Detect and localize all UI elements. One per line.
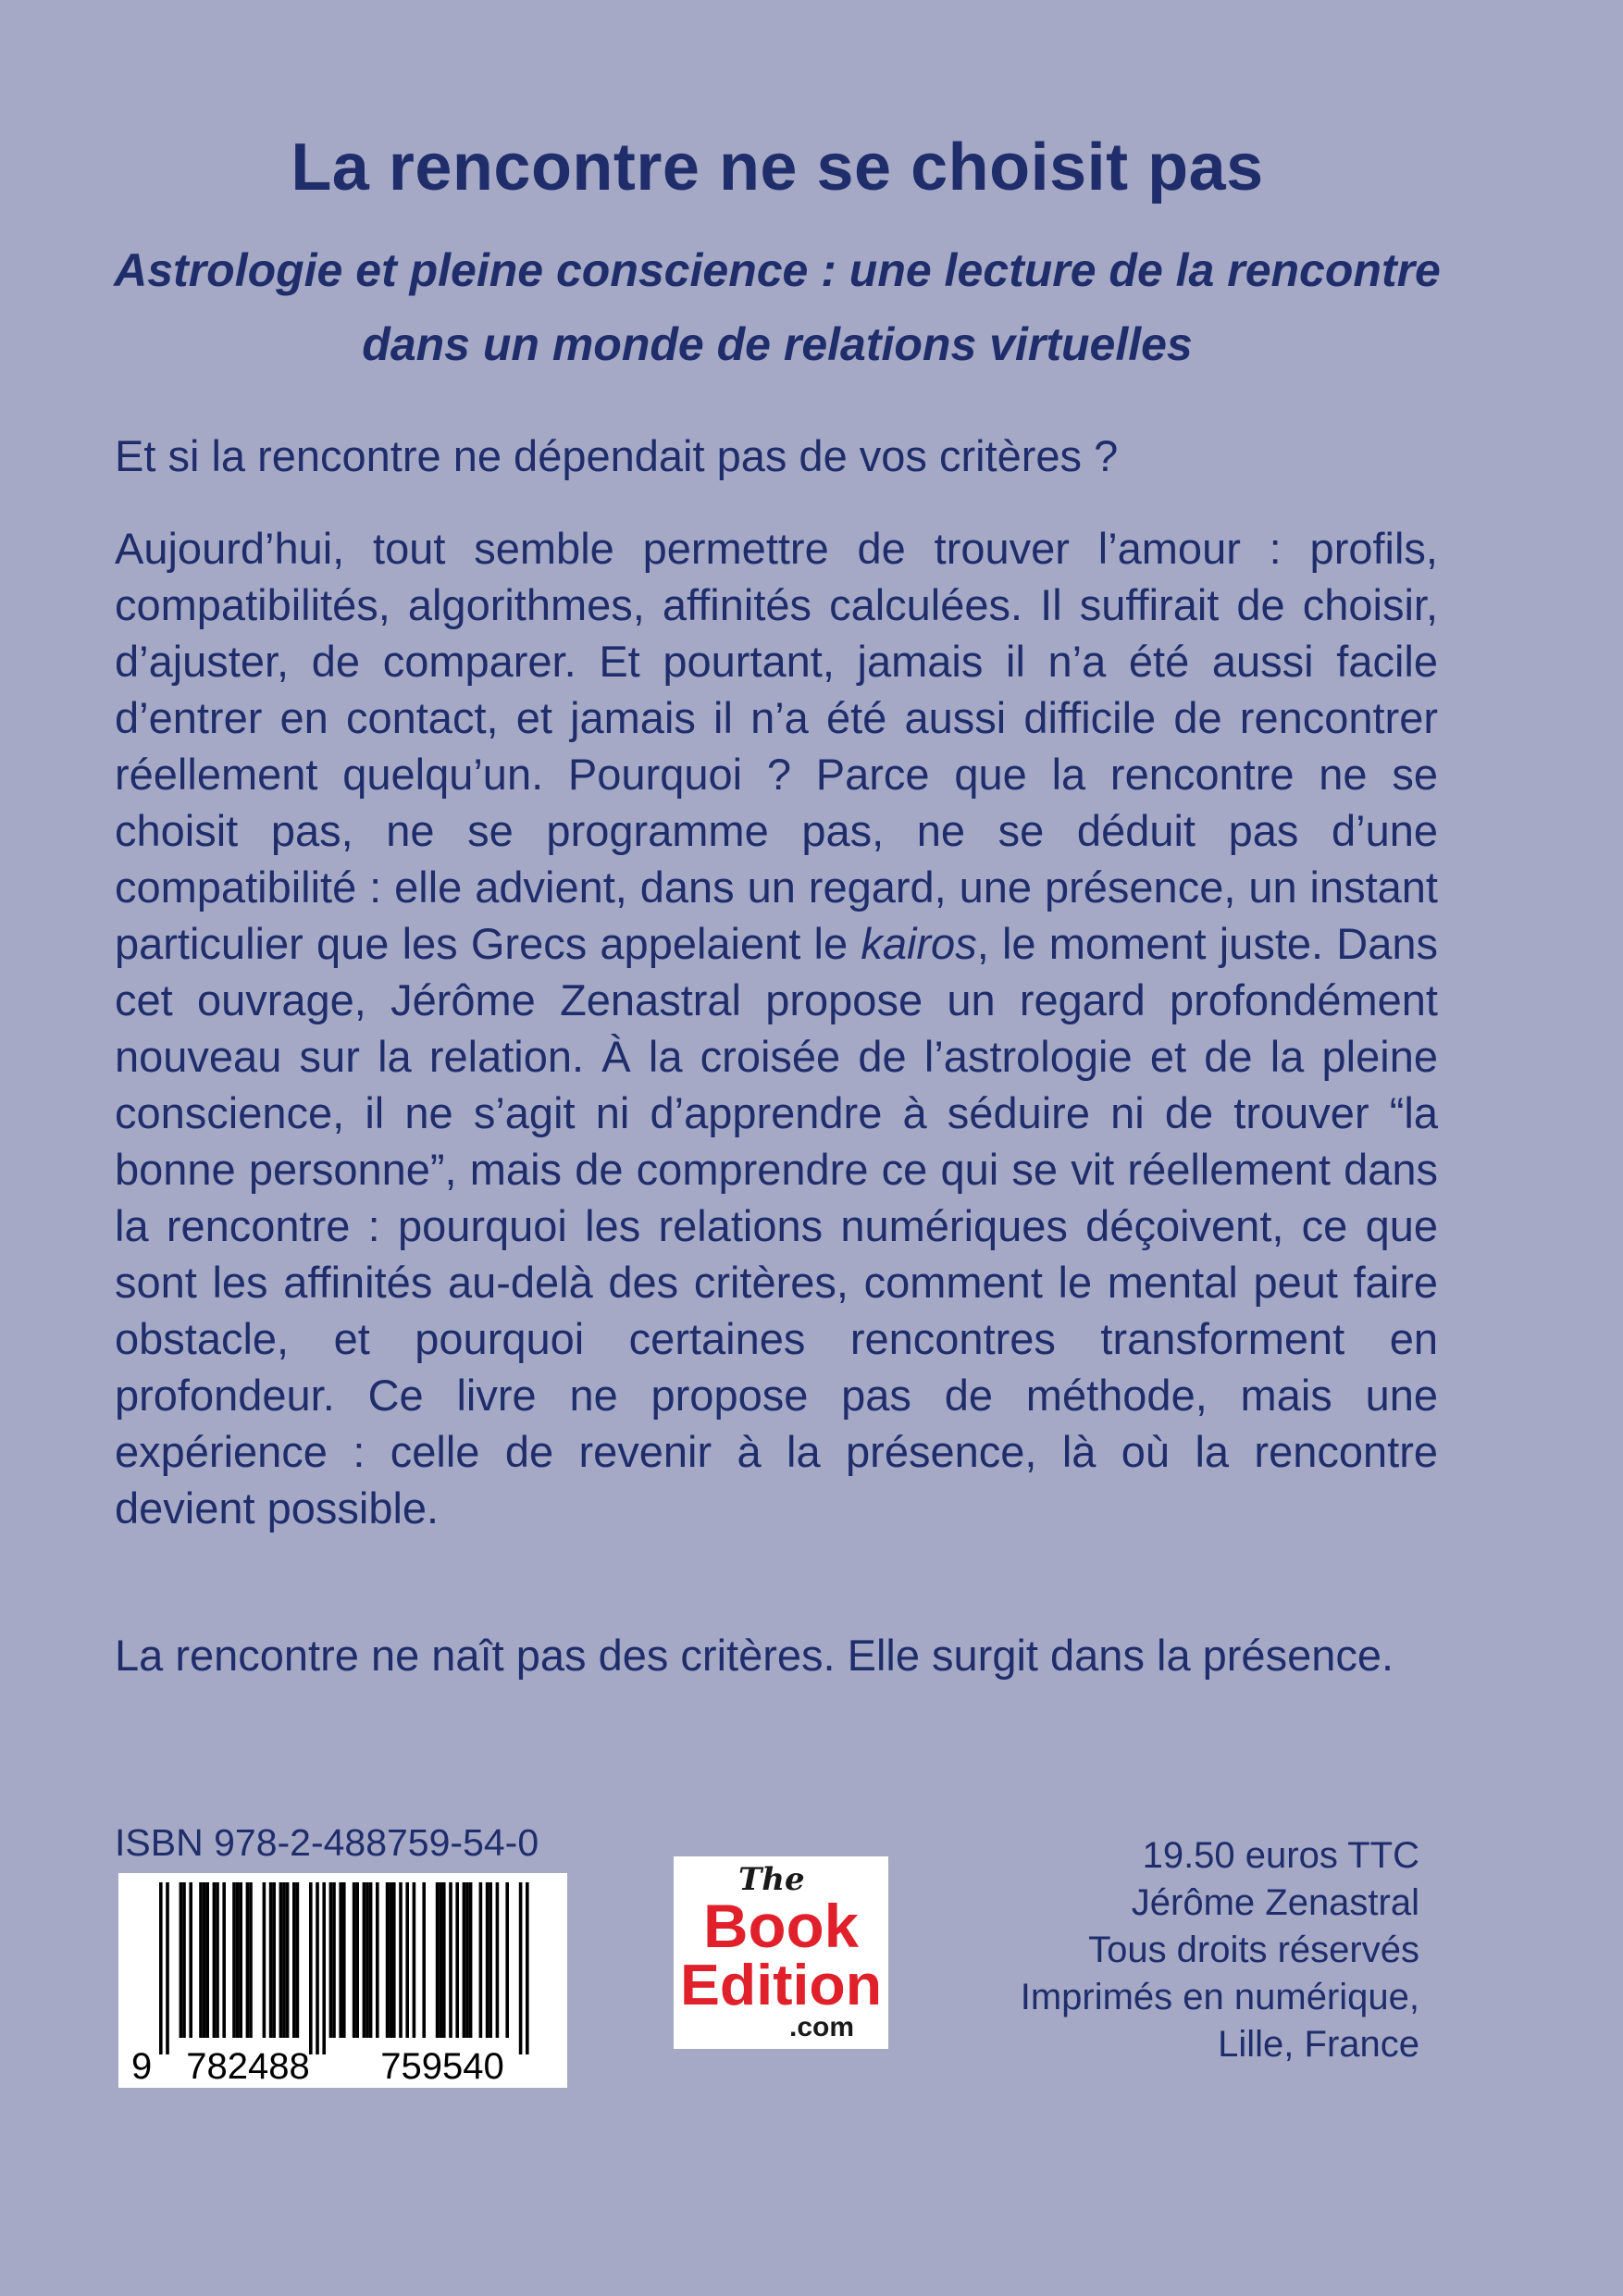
barcode-bar	[329, 1882, 333, 2038]
barcode-bar	[263, 1882, 266, 2038]
price: 19.50 euros TTC	[1142, 1835, 1419, 1876]
barcode-bar	[296, 1882, 300, 2038]
barcode-bar	[159, 1882, 163, 2054]
barcode-bar	[182, 1882, 186, 2038]
barcode-bar	[286, 1882, 290, 2038]
barcode-bar	[282, 1882, 286, 2038]
barcode-bar	[463, 1882, 466, 2038]
barcode-bar	[353, 1882, 356, 2038]
isbn-barcode	[118, 1873, 567, 2088]
logo-the: The	[738, 1861, 805, 1898]
barcode-bar	[236, 1882, 240, 2038]
barcode-digits-group-2: 759540	[380, 2046, 504, 2087]
thebookedition-logo	[674, 1856, 888, 2049]
barcode-bar	[222, 1882, 226, 2038]
barcode-bar	[455, 1882, 459, 2038]
barcode-bar	[496, 1882, 500, 2038]
barcode-bar	[316, 1882, 319, 2054]
barcode-bar	[309, 1882, 313, 2054]
barcode-bar	[272, 1882, 276, 2038]
isbn-label: ISBN 978-2-488759-54-0	[115, 1821, 539, 1864]
barcode-bar	[376, 1882, 379, 2038]
barcode-bar	[339, 1882, 342, 2038]
publisher-logo	[674, 1856, 888, 2049]
barcode-bar	[342, 1882, 346, 2038]
book-title: La rencontre ne se choisit pas	[291, 130, 1264, 205]
barcode-bar	[322, 1882, 326, 2054]
barcode-bar	[355, 1882, 359, 2038]
barcode-bar	[279, 1882, 283, 2038]
blurb-italic-word: kairos	[861, 919, 977, 968]
barcode-bar	[203, 1882, 206, 2038]
barcode-bar	[232, 1882, 236, 2038]
barcode-digit-first: 9	[131, 2046, 153, 2087]
barcode-bar	[189, 1882, 192, 2038]
barcode-digits-group-1: 782488	[186, 2046, 310, 2087]
rights-notice: Tous droits réservés	[1088, 1930, 1419, 1970]
barcode-bar	[436, 1882, 440, 2038]
blurb-closing: La rencontre ne naît pas des critères. Elle surgit dans la présence.	[115, 1631, 1394, 1680]
barcode-bar	[439, 1882, 442, 2038]
blurb-question: Et si la rencontre ne dépendait pas de vos critères ?	[115, 431, 1119, 480]
barcode-bar	[442, 1882, 446, 2038]
barcode-bar	[369, 1882, 373, 2038]
barcode-bar	[405, 1882, 409, 2038]
barcode-bar	[269, 1882, 273, 2038]
barcode-bar	[505, 1882, 509, 2038]
barcode-bar	[392, 1882, 396, 2038]
barcode-bar	[363, 1882, 366, 2038]
author-name: Jérôme Zenastral	[1131, 1882, 1419, 1923]
barcode-bar	[526, 1882, 529, 2054]
logo-com: .com	[788, 2012, 855, 2042]
subtitle-line-1: Astrologie et pleine conscience : une lecture de la rencontre	[114, 244, 1441, 296]
barcode-graphic	[118, 1873, 567, 2088]
barcode-bar	[166, 1882, 169, 2054]
imprint-block	[1021, 1832, 1419, 2068]
barcode-bar	[422, 1882, 426, 2038]
blurb-paragraph	[115, 520, 1438, 1536]
barcode-bar	[332, 1882, 336, 2038]
barcode-bar	[449, 1882, 452, 2038]
barcode-bar	[413, 1882, 416, 2038]
barcode-bar	[519, 1882, 523, 2054]
barcode-bar	[486, 1882, 489, 2038]
barcode-bar	[213, 1882, 217, 2038]
book-subtitle	[56, 233, 1499, 381]
barcode-bar	[292, 1882, 296, 2038]
barcode-bar	[489, 1882, 492, 2038]
barcode-bar	[239, 1882, 242, 2038]
barcode-bar	[199, 1882, 203, 2038]
blurb-paragraph-part-1: Aujourd’hui, tout semble permettre de trouver l’amour : profils, compatibilités, algorithmes, affinités calculées. Il suffirait de choisir, d’ajuster, de comparer. Et pourtant, jamais il n’a été aussi facile d’entrer en contact, et jamais il n’a été aussi difficile de rencontrer réellement quelqu’un. Pourquoi ? Parce que la rencontre ne se choisit pas, ne se programme pas, ne se déduit pas d’une compatibilité : elle advient, dans un regard, une présence, un instant particulier que les Grecs appelaient le	[115, 524, 1438, 968]
blurb-paragraph-part-2: , le moment juste. Dans cet ouvrage, Jérôme Zenastral propose un regard profondément nouveau sur la relation. À la croisée de l’astrologie et de la pleine conscience, il ne s’agit ni d’apprendre à séduire ni de trouver “la bonne personne”, mais de comprendre ce qui se vit réellement dans la rencontre : pourquoi les relations numériques déçoivent, ce que sont les affinités au-delà des critères, comment le mental peut faire obstacle, et pourquoi certaines rencontres transforment en profondeur. Ce livre ne propose pas de méthode, mais une expérience : celle de revenir à la présence, là où la rencontre devient possible.	[115, 919, 1438, 1533]
barcode-bar	[399, 1882, 403, 2038]
barcode-bar	[249, 1882, 253, 2038]
barcode-bar	[216, 1882, 219, 2038]
barcode-bar	[365, 1882, 369, 2038]
barcode-bar	[205, 1882, 209, 2038]
printing-notice-line-2: Lille, France	[1218, 2024, 1419, 2065]
barcode-bar	[386, 1882, 390, 2038]
barcode-bar	[180, 1882, 183, 2038]
subtitle-line-2: dans un monde de relations virtuelles	[362, 318, 1193, 370]
logo-book: Book	[703, 1892, 860, 1960]
barcode-bar	[246, 1882, 250, 2038]
barcode-bar	[465, 1882, 469, 2038]
barcode-bar	[479, 1882, 483, 2038]
printing-notice-line-1: Imprimés en numérique,	[1020, 1977, 1419, 2017]
barcode-bar	[469, 1882, 473, 2038]
logo-edition: Edition	[680, 1954, 882, 2017]
barcode-bar	[389, 1882, 392, 2038]
